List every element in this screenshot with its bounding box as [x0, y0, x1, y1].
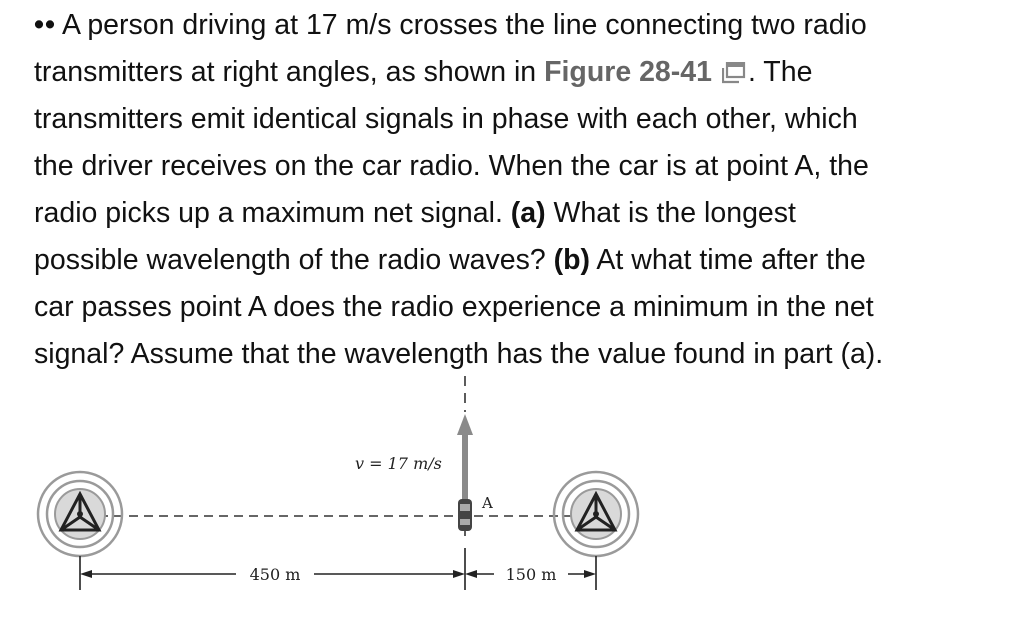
- problem-line-8: signal? Assume that the wavelength has the value found in part (a).: [34, 338, 884, 370]
- left-distance-label: 450 m: [249, 565, 301, 584]
- point-a-label: A: [482, 494, 493, 512]
- problem-line-2: transmitters at right angles, as shown in Figure 28-41 . The: [34, 49, 1004, 96]
- part-b-label: (b): [553, 244, 591, 276]
- velocity-arrow: [457, 414, 473, 500]
- problem-line-5: radio picks up a maximum net signal. (a) What is the longest: [34, 197, 796, 229]
- radio-transmitter-icon: [554, 472, 638, 556]
- problem-line-1: •• A person driving at 17 m/s crosses the line connecting two radio: [34, 9, 867, 41]
- problem-line-7: car passes point A does the radio experience a minimum in the net: [34, 291, 874, 323]
- figure-link[interactable]: Figure 28-41: [544, 56, 712, 88]
- radio-transmitter-icon: [38, 472, 122, 556]
- right-distance-label: 150 m: [505, 565, 557, 584]
- problem-line-4: the driver receives on the car radio. When the car is at point A, the: [34, 150, 869, 182]
- velocity-label: v = 17 m/s: [355, 454, 442, 473]
- part-a-label: (a): [510, 197, 546, 229]
- difficulty-marker: ••: [34, 9, 56, 41]
- problem-line-3: transmitters emit identical signals in phase with each other, which: [34, 103, 858, 135]
- car-icon: [458, 499, 472, 540]
- problem-line-6: possible wavelength of the radio waves? (b) At what time after the: [34, 244, 866, 276]
